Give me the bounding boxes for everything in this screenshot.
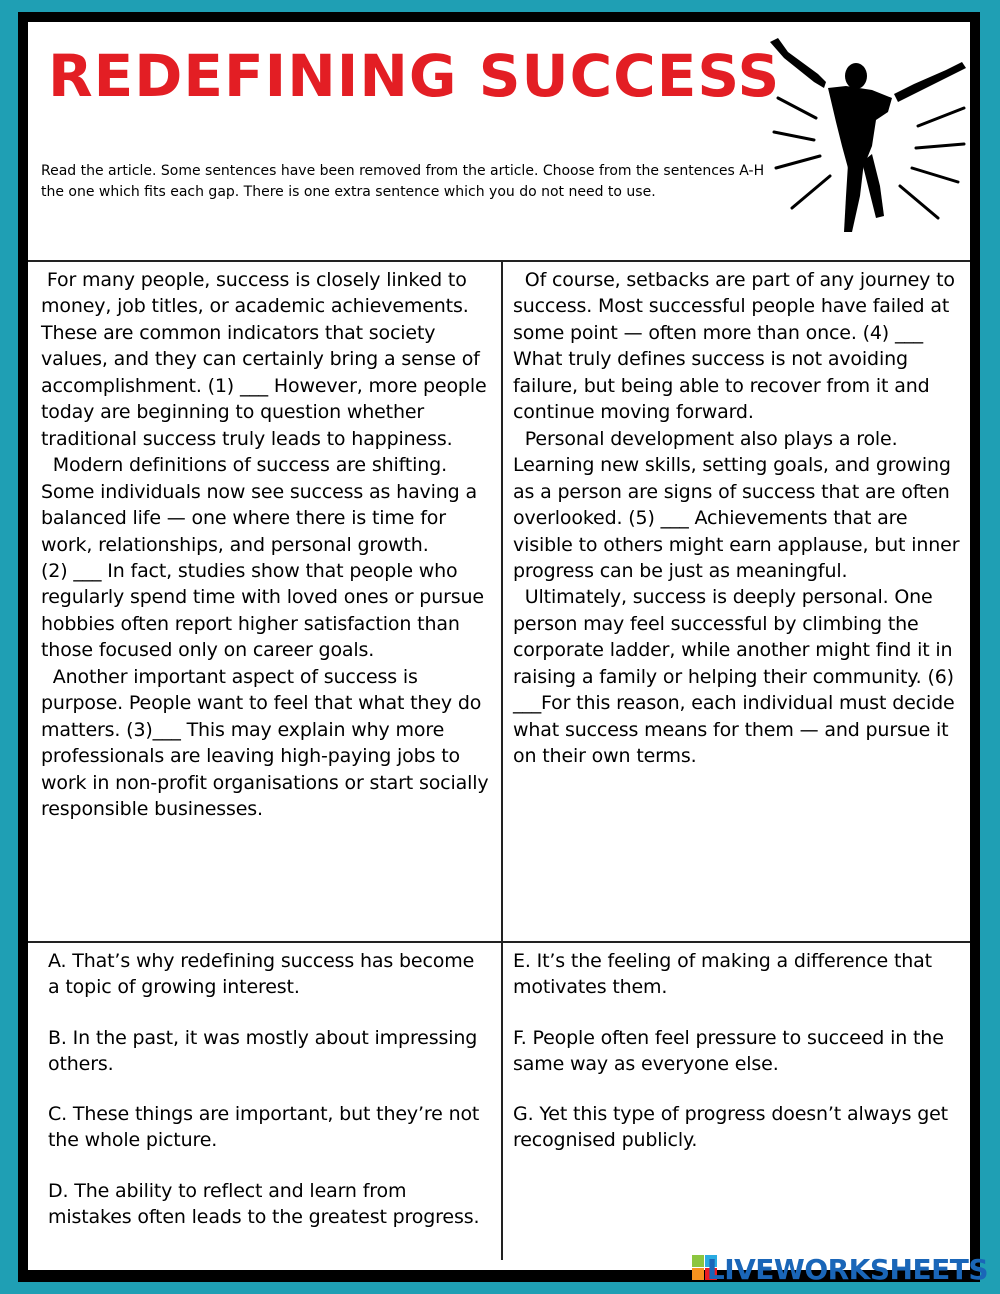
article-column-divider — [501, 260, 503, 942]
header-divider — [28, 260, 970, 262]
article-paragraph: Of course, setbacks are part of any journey to success. Most successful people have failed at some point — often more than once. (4) ___ What truly defines success is not avoiding failure, but being able to recover from it and continue moving forward. — [513, 269, 955, 424]
option-f: F. People often feel pressure to succeed in the same way as everyone else. — [513, 1026, 944, 1075]
options-right-column — [513, 948, 953, 1178]
option-e: E. It’s the feeling of making a difference that motivates them. — [513, 950, 932, 998]
option-d: D. The ability to reflect and learn from mistakes often leads to the greatest progress. — [48, 1179, 480, 1228]
article-right-column — [513, 267, 965, 770]
options-left-column — [48, 948, 488, 1254]
options-column-divider — [501, 941, 503, 1260]
option-a: A. That’s why redefining success has become a topic of growing interest. — [48, 950, 475, 998]
worksheet — [28, 22, 970, 1270]
instructions-text: Read the article. Some sentences have been removed from the article. Choose from the sentences A-H the one which fits each gap. There is one extra sentence which you do not need to use. — [41, 163, 765, 200]
page-title: REDEFINING SUCCESS — [48, 42, 781, 110]
article-paragraph: Another important aspect of success is purpose. People want to feel that what they do matters. (3)___ This may explain why more professionals are leaving high-paying jobs to work in non-profit organisations or start socially responsible businesses. — [41, 665, 489, 821]
article-paragraph: Modern definitions of success are shifting. Some individuals now see success as having a balanced life — one where there is time for work, relationships, and personal growth. — [41, 454, 477, 556]
option-g: G. Yet this type of progress doesn’t always get recognised publicly. — [513, 1103, 948, 1151]
article-left-column — [41, 267, 496, 823]
options-divider — [28, 941, 970, 943]
liveworksheets-brand[interactable]: LIVEWORKSHEETS — [706, 1253, 988, 1286]
article-paragraph: Personal development also plays a role. Learning new skills, setting goals, and growing as a person are signs of success that are often overlooked. (5) ___ Achievements that are visible to others might earn applause, but inner progress can be just as meaningful. — [513, 427, 960, 582]
celebrating-person-icon — [768, 36, 968, 236]
option-c: C. These things are important, but they’re not the whole picture. — [48, 1103, 480, 1151]
article-paragraph: (2) ___ In fact, studies show that people who regularly spend time with loved ones or pursue hobbies often report higher satisfaction than those focused only on career goals. — [41, 559, 484, 662]
article-paragraph: Ultimately, success is deeply personal. One person may feel successful by climbing the corporate ladder, while another might find it in raising a family or helping their community. (6) ___For this reason, each individual must decide what success means for them — and pursue it on their own terms. — [513, 586, 955, 768]
article-paragraph: For many people, success is closely linked to money, job titles, or academic achievements. These are common indicators that society values, and they can certainly bring a sense of accomplishment. (1) ___ However, more people today are beginning to question whether traditional success truly leads to happiness. — [41, 269, 487, 450]
option-b: B. In the past, it was mostly about impressing others. — [48, 1026, 478, 1075]
